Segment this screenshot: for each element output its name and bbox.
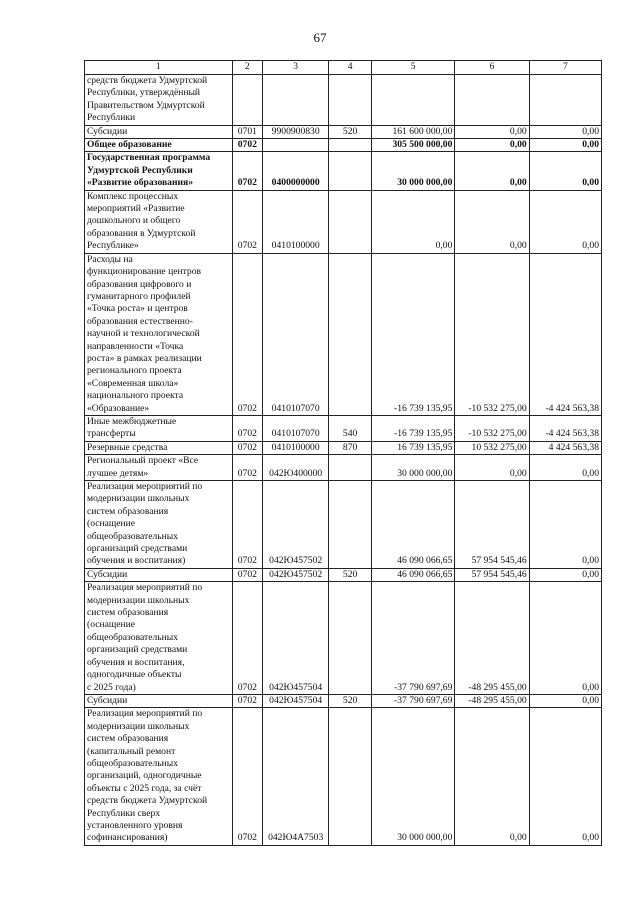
section-code: 0702 bbox=[232, 481, 263, 569]
amount-col-6: 57 954 545,46 bbox=[455, 481, 529, 569]
row-name: Реализация мероприятий по модернизации школьных систем образования (оснащение общеобразовательных организаций средствами обучения и воспитания, одногодичные объекты с 2025 года) bbox=[85, 582, 233, 695]
table-row bbox=[85, 152, 602, 190]
expense-type-code: 520 bbox=[329, 694, 372, 707]
amount-col-7: -4 424 563,38 bbox=[529, 415, 601, 441]
section-code: 0702 bbox=[232, 582, 263, 695]
column-header: 2 bbox=[232, 61, 263, 75]
amount-col-7: -4 424 563,38 bbox=[529, 253, 601, 415]
amount-col-6: 0,00 bbox=[455, 125, 529, 138]
row-name: Субсидии bbox=[85, 694, 233, 707]
amount-col-5: -16 739 135,95 bbox=[371, 415, 454, 441]
amount-col-5: 16 739 135,95 bbox=[371, 441, 454, 454]
amount-col-5: 161 600 000,00 bbox=[371, 125, 454, 138]
expense-type-code: 540 bbox=[329, 415, 372, 441]
amount-col-5 bbox=[371, 75, 454, 126]
expense-type-code bbox=[329, 481, 372, 569]
table-body bbox=[85, 75, 602, 846]
amount-col-6: 0,00 bbox=[455, 708, 529, 845]
amount-col-6: 0,00 bbox=[455, 455, 529, 481]
target-article-code: 042Ю400000 bbox=[263, 455, 329, 481]
table-header-row bbox=[85, 61, 602, 75]
amount-col-6: -10 532 275,00 bbox=[455, 415, 529, 441]
section-code: 0702 bbox=[232, 139, 263, 152]
section-code: 0702 bbox=[232, 455, 263, 481]
section-code bbox=[232, 75, 263, 126]
table-row bbox=[85, 455, 602, 481]
target-article-code: 0410107070 bbox=[263, 415, 329, 441]
amount-col-7: 0,00 bbox=[529, 568, 601, 581]
section-code: 0702 bbox=[232, 190, 263, 253]
expense-type-code: 870 bbox=[329, 441, 372, 454]
expense-type-code bbox=[329, 190, 372, 253]
amount-col-7: 0,00 bbox=[529, 708, 601, 845]
row-name: Реализация мероприятий по модернизации школьных систем образования (капитальный ремонт общеобразовательных организаций, одногодичные объекты с 2025 года, за счёт средств бюджета Удмуртской Республики сверх установленного уровня софинансирования) bbox=[85, 708, 233, 845]
row-name: Расходы на функционирование центров образования цифрового и гуманитарного профилей «Точка роста» и центров образования естественно- научной и технологической направленности «Точка роста» в рамках реализации регионального проекта «Современная школа» национального проекта «Образование» bbox=[85, 253, 233, 415]
table-row bbox=[85, 415, 602, 441]
amount-col-5: 30 000 000,00 bbox=[371, 708, 454, 845]
row-name: Субсидии bbox=[85, 568, 233, 581]
amount-col-7: 0,00 bbox=[529, 125, 601, 138]
section-code: 0702 bbox=[232, 253, 263, 415]
column-header: 1 bbox=[85, 61, 233, 75]
amount-col-6: 10 532 275,00 bbox=[455, 441, 529, 454]
expense-type-code: 520 bbox=[329, 568, 372, 581]
amount-col-6: 57 954 545,46 bbox=[455, 568, 529, 581]
amount-col-5: -37 790 697,69 bbox=[371, 582, 454, 695]
amount-col-7: 0,00 bbox=[529, 694, 601, 707]
column-header: 7 bbox=[529, 61, 601, 75]
row-name: Иные межбюджетные трансферты bbox=[85, 415, 233, 441]
section-code: 0701 bbox=[232, 125, 263, 138]
expense-type-code bbox=[329, 582, 372, 695]
amount-col-6: -48 295 455,00 bbox=[455, 582, 529, 695]
expense-type-code bbox=[329, 708, 372, 845]
target-article-code: 9900900830 bbox=[263, 125, 329, 138]
column-header: 4 bbox=[329, 61, 372, 75]
amount-col-6 bbox=[455, 75, 529, 126]
amount-col-6: 0,00 bbox=[455, 190, 529, 253]
expense-type-code bbox=[329, 253, 372, 415]
table-row bbox=[85, 694, 602, 707]
target-article-code: 0410100000 bbox=[263, 190, 329, 253]
table-row bbox=[85, 125, 602, 138]
target-article-code: 042Ю457502 bbox=[263, 481, 329, 569]
expense-type-code bbox=[329, 152, 372, 190]
amount-col-7: 0,00 bbox=[529, 455, 601, 481]
amount-col-6: 0,00 bbox=[455, 139, 529, 152]
amount-col-7: 0,00 bbox=[529, 152, 601, 190]
table-row bbox=[85, 139, 602, 152]
target-article-code: 0400000000 bbox=[263, 152, 329, 190]
target-article-code bbox=[263, 139, 329, 152]
amount-col-5: -16 739 135,95 bbox=[371, 253, 454, 415]
column-header: 3 bbox=[263, 61, 329, 75]
column-header: 6 bbox=[455, 61, 529, 75]
amount-col-5: 46 090 066,65 bbox=[371, 568, 454, 581]
target-article-code: 0410100000 bbox=[263, 441, 329, 454]
section-code: 0702 bbox=[232, 568, 263, 581]
section-code: 0702 bbox=[232, 708, 263, 845]
section-code: 0702 bbox=[232, 152, 263, 190]
expense-type-code bbox=[329, 75, 372, 126]
amount-col-6: -10 532 275,00 bbox=[455, 253, 529, 415]
table-row bbox=[85, 441, 602, 454]
table-row bbox=[85, 253, 602, 415]
row-name: Резервные средства bbox=[85, 441, 233, 454]
amount-col-6: 0,00 bbox=[455, 152, 529, 190]
amount-col-5: 305 500 000,00 bbox=[371, 139, 454, 152]
row-name: Субсидии bbox=[85, 125, 233, 138]
target-article-code: 0410107070 bbox=[263, 253, 329, 415]
amount-col-5: 30 000 000,00 bbox=[371, 152, 454, 190]
amount-col-7 bbox=[529, 75, 601, 126]
target-article-code: 042Ю457502 bbox=[263, 568, 329, 581]
row-name: Государственная программа Удмуртской Республики «Развитие образования» bbox=[85, 152, 233, 190]
row-name: Общее образование bbox=[85, 139, 233, 152]
column-header: 5 bbox=[371, 61, 454, 75]
amount-col-7: 0,00 bbox=[529, 139, 601, 152]
table-row bbox=[85, 568, 602, 581]
amount-col-7: 0,00 bbox=[529, 582, 601, 695]
amount-col-5: 30 000 000,00 bbox=[371, 455, 454, 481]
target-article-code: 042Ю457504 bbox=[263, 582, 329, 695]
amount-col-6: -48 295 455,00 bbox=[455, 694, 529, 707]
amount-col-5: 46 090 066,65 bbox=[371, 481, 454, 569]
expense-type-code bbox=[329, 139, 372, 152]
table-row bbox=[85, 75, 602, 126]
budget-table bbox=[84, 60, 602, 846]
amount-col-5: -37 790 697,69 bbox=[371, 694, 454, 707]
table-row bbox=[85, 708, 602, 845]
table-row bbox=[85, 582, 602, 695]
table-row bbox=[85, 481, 602, 569]
target-article-code bbox=[263, 75, 329, 126]
page-number: 67 bbox=[313, 30, 327, 45]
amount-col-7: 4 424 563,38 bbox=[529, 441, 601, 454]
target-article-code: 042Ю457504 bbox=[263, 694, 329, 707]
section-code: 0702 bbox=[232, 694, 263, 707]
table-row bbox=[85, 190, 602, 253]
expense-type-code bbox=[329, 455, 372, 481]
row-name: средств бюджета Удмуртской Республики, утверждённый Правительством Удмуртской Республики bbox=[85, 75, 233, 126]
row-name: Региональный проект «Все лучшее детям» bbox=[85, 455, 233, 481]
section-code: 0702 bbox=[232, 441, 263, 454]
amount-col-7: 0,00 bbox=[529, 190, 601, 253]
amount-col-7: 0,00 bbox=[529, 481, 601, 569]
row-name: Комплекс процессных мероприятий «Развитие дошкольного и общего образования в Удмуртской Республике» bbox=[85, 190, 233, 253]
row-name: Реализация мероприятий по модернизации школьных систем образования (оснащение общеобразовательных организаций средствами обучения и воспитания) bbox=[85, 481, 233, 569]
expense-type-code: 520 bbox=[329, 125, 372, 138]
target-article-code: 042Ю4А7503 bbox=[263, 708, 329, 845]
amount-col-5: 0,00 bbox=[371, 190, 454, 253]
section-code: 0702 bbox=[232, 415, 263, 441]
